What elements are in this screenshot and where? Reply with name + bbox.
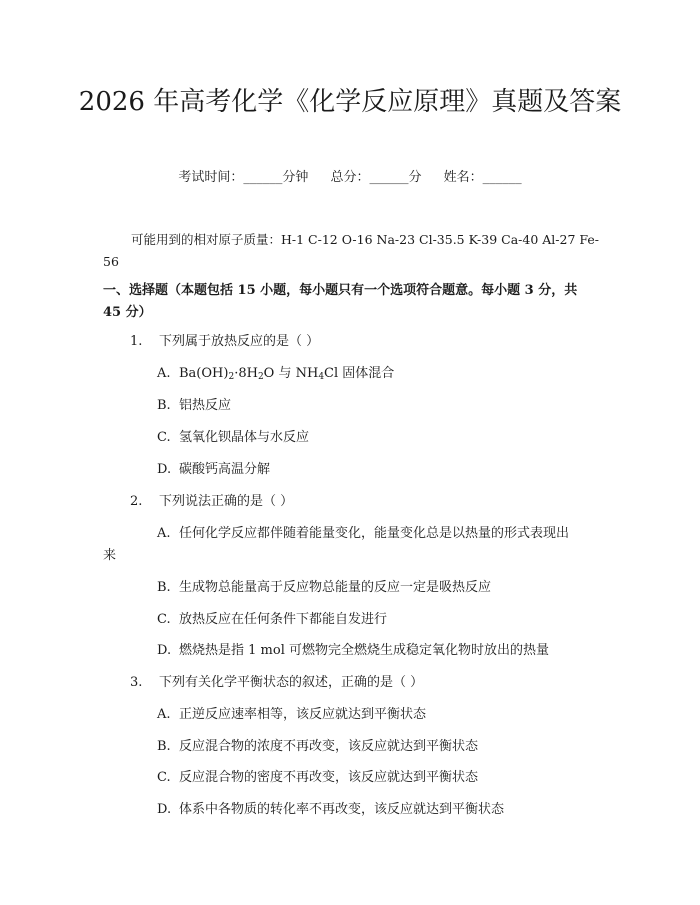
option-text: 放热反应在任何条件下都能自发进行	[179, 612, 388, 627]
question-number: 2.	[130, 494, 143, 509]
option-d	[157, 641, 549, 661]
score-field: 总分：______分	[330, 170, 422, 185]
option-c	[157, 768, 478, 788]
time-field: 考试时间：______分钟	[178, 170, 309, 185]
option-label: C.	[157, 612, 171, 627]
option-label: C.	[157, 770, 171, 785]
option-label: A.	[157, 366, 171, 381]
question-number: 1.	[130, 334, 143, 349]
option-text: 正逆反应速率相等，该反应就达到平衡状态	[179, 707, 427, 722]
option-b	[157, 737, 478, 757]
option-label: D.	[157, 802, 172, 817]
option-label: B.	[157, 398, 171, 413]
option-text: 生成物总能量高于反应物总能量的反应一定是吸热反应	[179, 580, 492, 595]
option-b	[157, 396, 231, 416]
option-label: D.	[157, 462, 172, 477]
option-text: 任何化学反应都伴随着能量变化，能量变化总是以热量的形式表现出	[179, 526, 570, 541]
option-d	[157, 800, 504, 820]
option-text: 氢氧化钡晶体与水反应	[179, 430, 310, 445]
option-text: 碳酸钙高温分解	[179, 462, 271, 477]
question-text: 下列说法正确的是（ ）	[159, 494, 294, 509]
option-text: 反应混合物的密度不再改变，该反应就达到平衡状态	[179, 770, 479, 785]
option-text: 燃烧热是指 1 mol 可燃物完全燃烧生成稳定氧化物时放出的热量	[179, 643, 549, 658]
option-label: B.	[157, 580, 171, 595]
option-a-continuation: 来	[103, 548, 117, 563]
option-a	[157, 524, 569, 544]
option-text: 铝热反应	[179, 398, 232, 413]
option-b	[157, 578, 491, 598]
question-text: 下列有关化学平衡状态的叙述，正确的是（ ）	[159, 675, 424, 690]
option-label: A.	[157, 707, 171, 722]
option-a	[157, 705, 426, 725]
option-c	[157, 610, 387, 630]
page-title: 2026 年高考化学《化学反应原理》真题及答案	[78, 87, 622, 117]
section-heading: 一、选择题（本题包括 15 小题，每小题只有一个选项符合题意。每小题 3 分，共 45 分）	[103, 283, 578, 320]
option-label: A.	[157, 526, 171, 541]
option-label: D.	[157, 643, 172, 658]
name-field: 姓名：______	[443, 170, 522, 185]
option-label: B.	[157, 739, 171, 754]
question-number: 3.	[130, 675, 143, 690]
option-label: C.	[157, 430, 171, 445]
option-text: 反应混合物的浓度不再改变，该反应就达到平衡状态	[179, 739, 479, 754]
option-a: A. $Ba(OH)_2\cdot 8H_2O$ 与 $NH_4Cl$ 固体混合	[157, 366, 395, 382]
option-text: 体系中各物质的转化率不再改变，该反应就达到平衡状态	[179, 802, 505, 817]
exam-meta	[0, 168, 700, 188]
option-d	[157, 460, 270, 480]
atomic-mass-note: 可能用到的相对原子质量：H-1 C-12 O-16 Na-23 Cl-35.5 K-39 Ca-40 Al-27 Fe-56	[103, 232, 599, 269]
question-text: 下列属于放热反应的是（ ）	[159, 334, 320, 349]
option-c	[157, 428, 309, 448]
